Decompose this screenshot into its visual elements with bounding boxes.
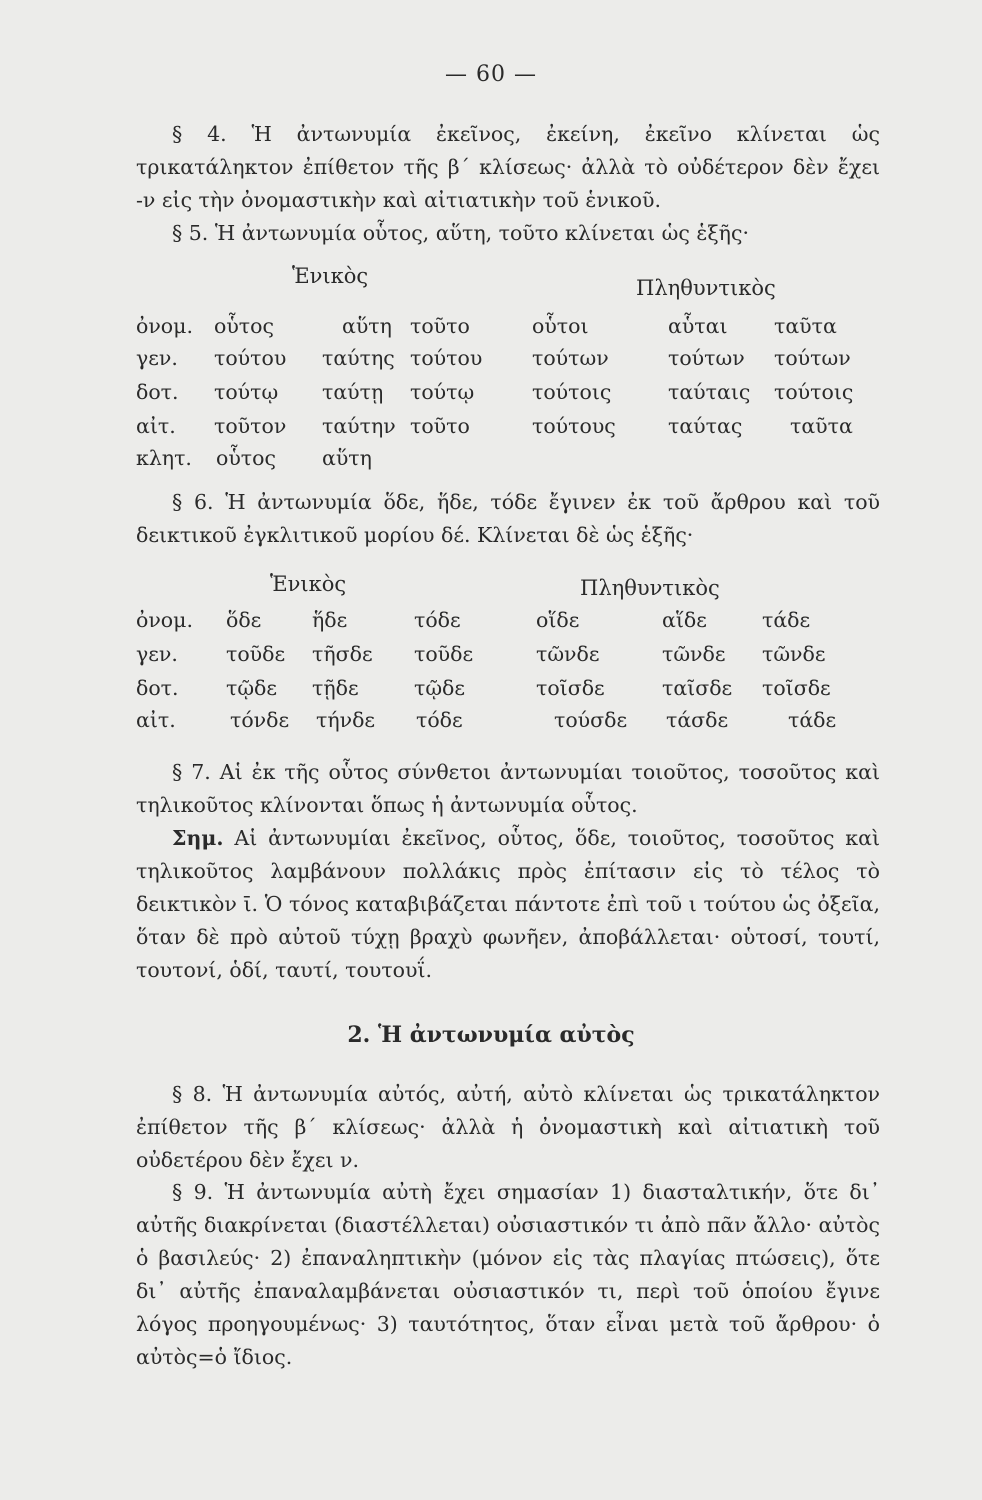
form-cell: τούτων xyxy=(774,346,851,370)
form-cell: τούτου xyxy=(214,346,287,370)
form-cell: ταύταις xyxy=(668,380,751,404)
form-cell: τοῦτον xyxy=(214,414,287,438)
form-cell: ταῦτα xyxy=(774,314,837,338)
form-cell: τούσδε xyxy=(554,708,628,732)
form-cell: τούτοις xyxy=(774,380,854,404)
case-label: δοτ. xyxy=(136,380,179,404)
form-cell: τῶνδε xyxy=(762,642,826,666)
case-label: δοτ. xyxy=(136,676,179,700)
form-cell: τῶνδε xyxy=(536,642,600,666)
case-label: αἰτ. xyxy=(136,414,176,438)
form-cell: ταῦτα xyxy=(790,414,853,438)
form-cell: αὕτη xyxy=(342,314,392,338)
case-label: κλητ. xyxy=(136,446,192,470)
table1-header-plural: Πληθυντικὸς xyxy=(636,276,776,300)
table2-header-plural: Πληθυντικὸς xyxy=(580,576,720,600)
form-cell: ὅδε xyxy=(226,608,262,632)
form-cell: τούτῳ xyxy=(214,380,279,404)
form-cell: τῇδε xyxy=(312,676,359,700)
form-cell: τῶνδε xyxy=(662,642,726,666)
paragraph-5-text: § 5. Ἡ ἀντωνυμία οὗτος, αὕτη, τοῦτο κλίνεται ὡς ἑξῆς· xyxy=(172,221,749,245)
section-title: 2. Ἡ ἀντωνυμία αὐτὸς xyxy=(347,1022,635,1048)
note-label: Σημ. xyxy=(172,826,224,850)
form-cell: οὗτοι xyxy=(532,314,589,338)
form-cell: αἵδε xyxy=(662,608,707,632)
form-cell: τῷδε xyxy=(414,676,466,700)
form-cell: ταύτην xyxy=(322,414,396,438)
form-cell: τόνδε xyxy=(230,708,290,732)
form-cell: τάσδε xyxy=(666,708,729,732)
form-cell: τούτοις xyxy=(532,380,612,404)
note-text: Αἱ ἀντωνυμίαι ἐκεῖνος, οὗτος, ὅδε, τοιοῦτος, τοσοῦτος καὶ τηλικοῦτος λαμβάνουν πολλάκις πρὸς ἐπίτασιν εἰς τὸ τέλος τὸ δεικτικὸν ῑ. Ὁ τόνος καταβιβάζεται πάντοτε ἐπὶ τοῦ ι τούτου ὡς ὀξεῖα, ὅταν δὲ πρὸ αὐτοῦ τύχῃ βραχὺ φωνῆεν, ἀποβάλλεται· οὑτοσί, τουτί, τουτονί, ὁδί, ταυτί, τουτουΐ. xyxy=(136,826,880,982)
form-cell: ἥδε xyxy=(312,608,348,632)
case-label: γεν. xyxy=(136,346,178,370)
form-cell: τάδε xyxy=(788,708,837,732)
paragraph-5 xyxy=(136,217,880,250)
form-cell: ταύτας xyxy=(668,414,743,438)
form-cell: τοῦτο xyxy=(410,314,470,338)
paragraph-7-text: § 7. Αἱ ἐκ τῆς οὗτος σύνθετοι ἀντωνυμίαι τοιοῦτος, τοσοῦτος καὶ τηλικοῦτος κλίνονται ὅπως ἡ ἀντωνυμία οὗτος. xyxy=(136,760,880,817)
table2-header-singular: Ἑνικὸς xyxy=(270,572,347,596)
form-cell: τοῦτο xyxy=(410,414,470,438)
form-cell: τήνδε xyxy=(316,708,376,732)
paragraph-6 xyxy=(136,486,880,552)
form-cell: τούτους xyxy=(532,414,616,438)
case-label: ὀνομ. xyxy=(136,314,193,338)
form-cell: τούτῳ xyxy=(410,380,475,404)
case-label: γεν. xyxy=(136,642,178,666)
form-cell: τούτου xyxy=(410,346,483,370)
paragraph-4-text: § 4. Ἡ ἀντωνυμία ἐκεῖνος, ἐκείνη, ἐκεῖνο κλίνεται ὡς τρικατάληκτον ἐπίθετον τῆς β΄ κλίσεως· ἀλλὰ τὸ οὐδέτερον δὲν ἔχει -ν εἰς τὴν ὀνομαστικὴν καὶ αἰτιατικὴν τοῦ ἑνικοῦ. xyxy=(136,122,880,212)
paragraph-9 xyxy=(136,1176,880,1374)
note-paragraph xyxy=(136,822,880,987)
form-cell: τοῦδε xyxy=(414,642,474,666)
form-cell: τῷδε xyxy=(226,676,278,700)
case-label: αἰτ. xyxy=(136,708,176,732)
form-cell: τοῖσδε xyxy=(536,676,605,700)
form-cell: οὗτος xyxy=(216,446,276,470)
form-cell: τόδε xyxy=(416,708,463,732)
form-cell: αὕτη xyxy=(322,446,372,470)
paragraph-7 xyxy=(136,756,880,822)
form-cell: τοῖσδε xyxy=(762,676,831,700)
paragraph-4 xyxy=(136,118,880,217)
paragraph-8-text: § 8. Ἡ ἀντωνυμία αὐτός, αὐτή, αὐτὸ κλίνεται ὡς τρικατάληκτον ἐπίθετον τῆς β΄ κλίσεως· ἀλλὰ ἡ ὀνομαστικὴ καὶ αἰτιατικὴ τοῦ οὐδετέρου δὲν ἔχει ν. xyxy=(136,1082,880,1172)
form-cell: τῆσδε xyxy=(312,642,373,666)
form-cell: οἵδε xyxy=(536,608,580,632)
form-cell: τούτων xyxy=(668,346,745,370)
form-cell: ταύτης xyxy=(322,346,395,370)
case-label: ὀνομ. xyxy=(136,608,193,632)
paragraph-6-text: § 6. Ἡ ἀντωνυμία ὅδε, ἥδε, τόδε ἔγινεν ἐκ τοῦ ἄρθρου καὶ τοῦ δεικτικοῦ ἐγκλιτικοῦ μορίου δέ. Κλίνεται δὲ ὡς ἑξῆς· xyxy=(136,490,880,547)
form-cell: τοῦδε xyxy=(226,642,286,666)
form-cell: ταύτῃ xyxy=(322,380,384,404)
paragraph-9-text: § 9. Ἡ ἀντωνυμία αὐτὴ ἔχει σημασίαν 1) διασταλτικήν, ὅτε δι᾿ αὐτῆς διακρίνεται (διαστέλλεται) οὐσιαστικόν τι ἀπὸ πᾶν ἄλλο· αὐτὸς ὁ βασιλεύς· 2) ἐπαναληπτικὴν (μόνον εἰς τὰς πλαγίας πτώσεις), ὅτε δι᾿ αὐτῆς ἐπαναλαμβάνεται οὐσιαστικόν τι, περὶ τοῦ ὁποίου ἔγινε λόγος προηγουμένως· 3) ταυτότητος, ὅταν εἶναι μετὰ τοῦ ἄρθρου· ὁ αὐτὸς=ὁ ἴδιος. xyxy=(136,1180,880,1369)
table1-header-singular: Ἑνικὸς xyxy=(292,264,369,288)
page-number: — 60 — xyxy=(445,62,537,87)
form-cell: ταῖσδε xyxy=(662,676,733,700)
form-cell: αὗται xyxy=(668,314,728,338)
form-cell: τόδε xyxy=(414,608,461,632)
form-cell: τούτων xyxy=(532,346,609,370)
form-cell: οὗτος xyxy=(214,314,274,338)
form-cell: τάδε xyxy=(762,608,811,632)
paragraph-8 xyxy=(136,1078,880,1177)
